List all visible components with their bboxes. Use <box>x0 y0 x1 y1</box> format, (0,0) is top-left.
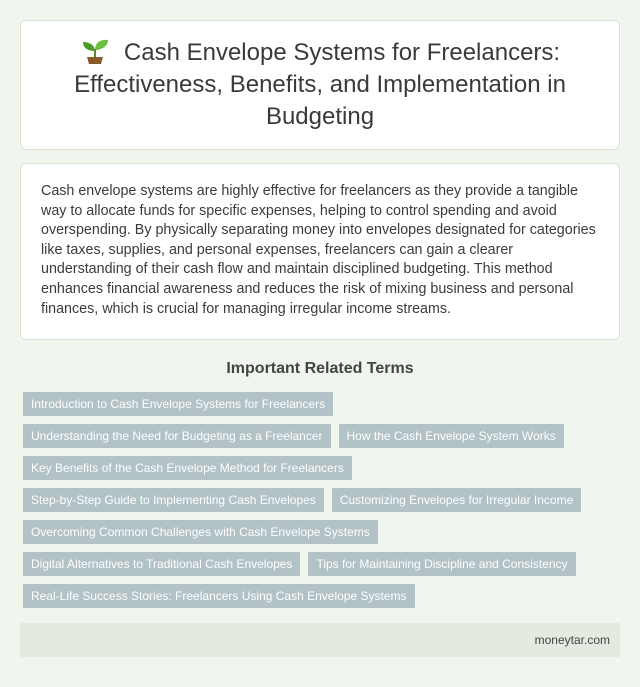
page-title <box>61 37 579 133</box>
related-terms-list <box>23 392 623 616</box>
related-term-tag[interactable]: Step-by-Step Guide to Implementing Cash Envelopes <box>23 488 324 512</box>
footer <box>20 623 620 657</box>
related-terms-row <box>23 392 623 416</box>
title-card <box>20 20 620 150</box>
related-term-tag[interactable]: Customizing Envelopes for Irregular Income <box>332 488 581 512</box>
related-terms-row <box>23 488 623 512</box>
summary-text: Cash envelope systems are highly effective for freelancers as they provide a tangible way to allocate funds for specific expenses, helping to control spending and avoid overspending. By physically separating money into envelopes designated for categories like taxes, supplies, and personal expenses, freelancers can gain a clearer understanding of their cash flow and maintain disciplined budgeting. This method enhances financial awareness and reduces the risk of mixing business and personal finances, which is crucial for managing irregular income streams. <box>41 183 596 317</box>
related-terms-row <box>23 552 623 576</box>
related-terms-row <box>23 520 623 544</box>
page-title-text: Cash Envelope Systems for Freelancers: Effectiveness, Benefits, and Implementation in Budgeting <box>74 39 566 130</box>
related-term-tag[interactable]: Understanding the Need for Budgeting as a Freelancer <box>23 424 331 448</box>
related-term-tag[interactable]: Key Benefits of the Cash Envelope Method for Freelancers <box>23 456 352 480</box>
sprout-icon <box>80 38 110 64</box>
related-term-tag[interactable]: Overcoming Common Challenges with Cash Envelope Systems <box>23 520 378 544</box>
related-term-tag[interactable]: Digital Alternatives to Traditional Cash Envelopes <box>23 552 300 576</box>
related-terms-row <box>23 424 623 448</box>
related-terms-heading: Important Related Terms <box>226 360 414 377</box>
related-term-tag[interactable]: How the Cash Envelope System Works <box>339 424 564 448</box>
related-terms-row <box>23 456 623 480</box>
related-term-tag[interactable]: Introduction to Cash Envelope Systems for Freelancers <box>23 392 333 416</box>
related-terms-row <box>23 584 623 608</box>
related-term-tag[interactable]: Real-Life Success Stories: Freelancers Using Cash Envelope Systems <box>23 584 415 608</box>
summary-card <box>20 163 620 340</box>
related-term-tag[interactable]: Tips for Maintaining Discipline and Consistency <box>308 552 575 576</box>
footer-site[interactable]: moneytar.com <box>534 633 610 647</box>
